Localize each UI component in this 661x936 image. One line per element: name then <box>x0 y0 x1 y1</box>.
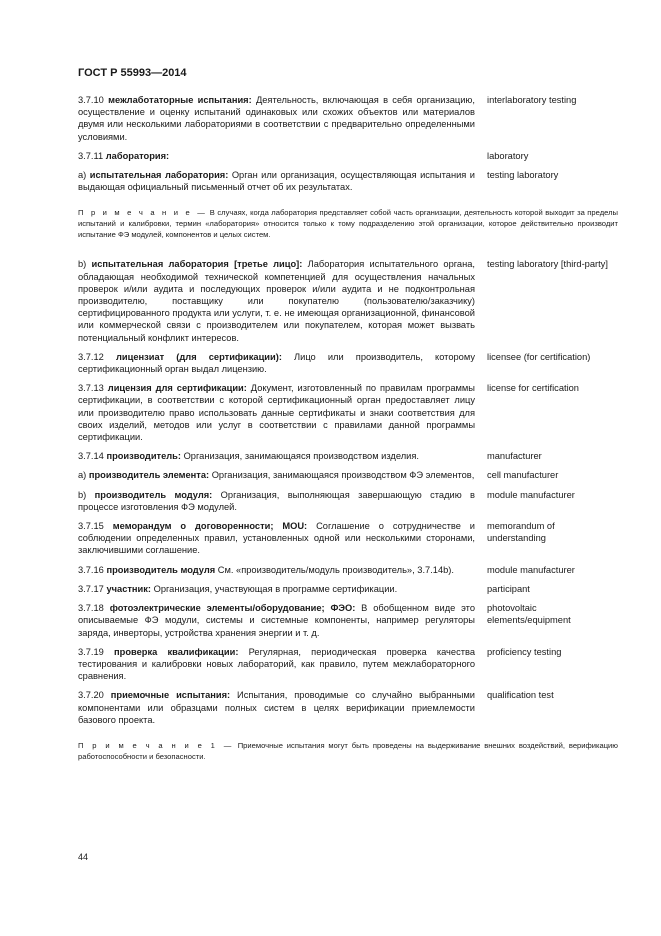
clause-number: b) <box>78 489 87 500</box>
definition-entry <box>78 382 618 443</box>
clause-number: 3.7.18 <box>78 603 104 614</box>
definition-entry <box>78 150 618 162</box>
definition-entry <box>78 351 618 375</box>
term-ru: производитель модуля <box>106 564 216 575</box>
definition-ru <box>78 450 475 462</box>
clause-number: 3.7.20 <box>78 690 104 701</box>
term-en: laboratory <box>487 150 529 161</box>
document-body <box>78 94 618 780</box>
definition-entry <box>78 583 618 595</box>
definition-entry <box>78 169 618 193</box>
definition-text: Лаборатория испытательного органа, обладающая необходимой технической компетенцией для осуществления начальных проверок и/или аудита и последующих проверок и/или аудита и не подконтрольная производителю, поставщику или покупателю (пользователю/заказчику) сертифицированного продукта или услуги, т. е. не имеющая организационной, финансовой или коммерческой связи с производителем или покупателем, которая может вызвать потенциальный конфликт интересов. <box>78 259 475 343</box>
definition-ru <box>78 520 475 557</box>
note-label: П р и м е ч а н и е — <box>78 208 208 218</box>
term-en: license for certification <box>487 383 579 394</box>
note-paragraph <box>78 207 618 240</box>
term-en: participant <box>487 583 530 594</box>
definition-text: См. «производитель/модуль производитель», 3.7.14b). <box>217 564 454 575</box>
clause-number: 3.7.16 <box>78 564 104 575</box>
term-ru: проверка квалификации: <box>114 646 239 657</box>
definition-ru <box>78 469 475 481</box>
note-paragraph-2 <box>78 740 618 762</box>
definitions-group-b <box>78 258 618 726</box>
note-label: П р и м е ч а н и е 1 — <box>78 740 234 750</box>
definition-ru <box>78 382 475 443</box>
definition-ru <box>78 150 475 162</box>
term-ru: производитель: <box>106 451 181 462</box>
term-en: photovoltaic elements/equipment <box>487 603 571 626</box>
definition-text: Деятельность, включающая в себя организацию, осуществление и оценку испытаний одинаковых или схожих объектов или материалов двумя или несколькими лабораториями в соответствии с предварительно определенными условиями. <box>78 95 475 142</box>
term-ru: участник: <box>106 583 151 594</box>
definition-ru <box>78 602 475 639</box>
clause-number: 3.7.10 <box>78 95 104 105</box>
definition-entry <box>78 94 618 143</box>
clause-number: 3.7.11 <box>78 150 104 161</box>
term-ru: меморандум о договоренности; MOU: <box>112 521 308 532</box>
definition-ru <box>78 351 475 375</box>
term-en: module manufacturer <box>487 489 575 500</box>
definition-text: В обобщенном виде это описываемые ФЭ модули, системы и системные компоненты, например регуляторы заряда, инверторы, устройства хранения энергии и т. д. <box>78 603 476 638</box>
clause-number: а) <box>78 170 87 181</box>
definition-text: Соглашение о сотрудничестве и соблюдении определенных правил, установленных одной или несколькими сторонами, заключившими соглашение. <box>78 521 475 556</box>
document-header: ГОСТ Р 55993—2014 <box>78 67 187 79</box>
definition-text: Регулярная, периодическая проверка качества тестирования и калибровки новых лабораторий, как правило, путем межлабораторного сравнения. <box>78 646 475 682</box>
definition-text: Организация, занимающаяся производством ФЭ элементов, <box>211 470 475 481</box>
definition-entry <box>78 520 618 557</box>
clause-number: 3.7.17 <box>78 583 104 594</box>
definition-text: Испытания, проводимые со случайно выбранными компонентами или образцами полных систем в целях верификации приемлемости базового проекта. <box>78 690 475 725</box>
definition-ru <box>78 564 475 576</box>
term-en: interlaboratory testing <box>487 95 577 105</box>
term-ru: лицензиат (для сертификации): <box>115 351 282 362</box>
term-ru: лаборатория: <box>105 150 170 161</box>
note-text: В случаях, когда лаборатория представляет собой часть организации, деятельность которой выходит за пределы испытаний и калибровки, термин «лаборатория» относится только к тому подразделению этой организации, которое действительно производит испытание ФЭ модулей, компонентов и целых систем. <box>78 208 618 240</box>
definitions-group-a <box>78 94 618 193</box>
definition-ru <box>78 169 475 193</box>
term-en: manufacturer <box>487 451 542 462</box>
term-ru: фотоэлектрические элементы/оборудование; ФЭО: <box>109 603 356 614</box>
note-text: Приемочные испытания могут быть проведены на выдерживание внешних воздействий, верификацию работоспособности и безопасности. <box>78 740 618 761</box>
definition-entry <box>78 450 618 462</box>
definition-ru <box>78 646 475 683</box>
term-ru: приемочные испытания: <box>110 690 231 701</box>
definition-ru <box>78 583 475 595</box>
definition-entry <box>78 564 618 576</box>
clause-number: 3.7.19 <box>78 646 104 657</box>
clause-number: 3.7.12 <box>78 351 104 362</box>
term-ru: производитель модуля: <box>94 489 213 500</box>
clause-number: 3.7.13 <box>78 383 104 394</box>
term-en: testing laboratory [third-party] <box>487 259 608 270</box>
term-en: licensee (for certification) <box>487 351 591 362</box>
definition-text: Орган или организация, осуществляющая испытания и выдающая официальный письменный отчет об их результатах. <box>78 170 475 193</box>
clause-number: а) <box>78 470 87 481</box>
definition-entry <box>78 469 618 481</box>
term-ru: лицензия для сертификации: <box>107 383 247 394</box>
definition-ru <box>78 258 475 343</box>
definition-text: Организация, занимающаяся производством изделия. <box>183 451 419 462</box>
definition-entry <box>78 646 618 683</box>
page-number: 44 <box>78 852 89 862</box>
term-ru: межлабoтаторные испытания: <box>108 95 252 105</box>
definition-text: Организация, участвующая в программе сертификации. <box>153 583 398 594</box>
term-en: qualification test <box>487 690 554 701</box>
definition-ru <box>78 94 475 143</box>
term-en: module manufacturer <box>487 564 575 575</box>
term-ru: испытательная лаборатория: <box>89 170 229 181</box>
definition-entry <box>78 258 618 343</box>
term-en: cell manufacturer <box>487 470 559 481</box>
term-en: testing laboratory <box>487 170 559 181</box>
clause-number: b) <box>78 259 87 270</box>
clause-number: 3.7.15 <box>78 521 104 532</box>
definition-entry <box>78 489 618 513</box>
definition-text: Лицо или производитель, которому сертификационный орган выдал лицензию. <box>78 351 475 375</box>
definition-entry <box>78 689 618 726</box>
definition-text: Организация, выполняющая завершающую стадию в процессе изготовления ФЭ модулей. <box>78 489 475 512</box>
clause-number: 3.7.14 <box>78 451 104 462</box>
definition-entry <box>78 602 618 639</box>
term-en: memorandum of understanding <box>487 521 555 544</box>
term-ru: испытательная лаборатория [третье лицо]: <box>91 259 303 270</box>
term-ru: производитель элемента: <box>88 470 210 481</box>
definition-text: Документ, изготовленный по правилам программы сертификации, в соответствии с которой сертификационный орган предоставляет лицу или производителю право использовать данные сертификаты и знаки соответствия для своих изделий, методов или услуг в соответствии с правилами данной программы сертификации. <box>78 383 475 443</box>
definition-ru <box>78 689 475 726</box>
definition-ru <box>78 489 475 513</box>
term-en: proficiency testing <box>487 646 562 657</box>
